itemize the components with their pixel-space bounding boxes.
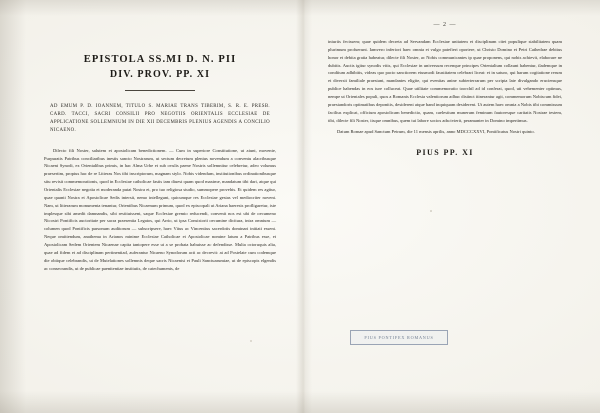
page-title-line-2: DIV. PROV. PP. XI: [109, 69, 211, 80]
body-paragraph: iniuriis fecissem; quae quidem decreta ad Servandam Ecclesiae unitatem et disciplinam citet populique stabilitatem quam plurimum profuerunt. Iamvero inferiori haec omnia et vulgo patefieri oportere, ut Christo Domino et Petri Cathedrae debitus honor et debita gratia habeatur, dilecte fili Noster, ac Nobis communicantes ip quae proponens, qui nobis achievit, elaborare ne dubitis. Auctis igitur synodis vitis, qui Ecclesiae in universum recenque principes Orientalium collaunt habentur, ilademque in condiium adhibitis, videas quo pacto sanctiorem eiusmodi faustitatem celebrari liceat: et in saturo, qui harum cogitatione rerum et diversit familiale praestant, mandantes eligite, qui evenitas anine subterterrarum per scripta late divulgando eruciensque publice habendas in eos iure colluceat. Quae utilitate commemoratio toorchil ad id conferat, quod, uti vehementer optimus, nempe ut Orientales populi, quos a Romanis Ecclesia valentiorum adhuc distinct itinerantur agit, commemorum Nobiscum fidei, praestandoris optimatibus deponitis, desiderent atque band inquiquam desiderent. Ut autem haec omnia a Nobis tibi commissum facilius explicat, officium apostolicam benedictio, quam, caelestium munerum feminum fautoresque caritatis Nostrae testem, tibi, dilecte fili Noster, iisque omnibus, quem tui labore socios adscivierit, peramanter in Domino impertimus.: [328, 39, 562, 123]
page-title-line-1: EPISTOLA SS.MI D. N. PII: [83, 54, 237, 65]
signature-name: PIUS PP. XI: [416, 148, 474, 158]
title-rule: [125, 90, 195, 91]
signature-block: [328, 148, 562, 157]
title-block: [44, 54, 276, 80]
addressee-text: AD EMUM P. D. IOANNEM, TITULO S. MARIAE TRANS TIBERIM, S. R. E. PRESB. CARD. TACCI, SACRI CONSILII PRO NEGOTIIS ORIENTALIS ECCLESIAE DE APPLICATIONE SOLLEMNIUM IN DIE XII DECEMBRIS PLENIUS AGENDIS A CONCILIO NICAENO.: [50, 104, 270, 133]
folio-number: — 2 —: [433, 22, 457, 28]
left-page: [22, 0, 296, 413]
right-page: [312, 0, 584, 413]
dateline-paragraph: Datum Romae apud Sanctum Petrum, die 11 mensis aprilis, anno MDCCCXXVI, Pontificatus Nostri quinto.: [337, 129, 535, 135]
body-paragraph: Dilecto fili Noster, salutem et apostolicam benedictionem. — Cum in superiore Constitutione, ut aiunt, movente, Purpuratis Patribus conciliaribus inestis sancto Nostrarum, ut sectum decretum plenius novendum a conventu alacribusque Nicaeni Synodi, ex Orientalibus primis, in hac Alma Urbe et sub ovulis paene Nostris sollemnitur celebretur, adeo volumus praesertim, propius hac de re Litteras Nos tibi inscriptorum, magnam stylo. Nobis videndum, institutionibus ordinationibusque situ revisit commemorationis, quod in Ecclesiae catholicae fastis iam diuest quam quod maxime, mandatum tibi dari, atque qui Orientalis Ecclesiae negotia et moderanda putat Nostra et, pro tuo religiosa studio, summopere provehis. Et quidem res agitur, quae quanti Nostra et Apostolicae Sedis intersit, nemo intellegunt, quicumque res Ecclesiae gestas vel mediocriter novent. Nam, ut litterarum monumenta tenantur, Orientibus Nicaenum primum, quod ex episcopali ut Ariana haeresis profligaretur, iste implesque sibi amedit damnandis, sibi restituissent, saque Ecclesiae gremio reducendi, convenit nos est ubi de oecumeno Nicostri Pontificis auctoritate per sacra praesentia Legatos, qui Arrio, ut ipsa Consistorii oecumine dicitura, intra omnium — columen quod Pontificis parsonum auditorum — subscripsere, haec Vitus ac Vincentius sacerdotis dominari initiati essent. Neque omittendum, anathema in Arianos minime Ecclesiae Catholicae et Apostolicae nomine latum a Patribus esse, et Apostolicam Sedem Orientem Nicaenae capita tantopere esse ut a se probata habuisse ac defendisse. Multa octoruquis alia, quae ad fidem et ad disciplinam pertinentiad, auferantur Nicaeno Synodorum acti ac decrevit: at ad Postelate cum codemque die obiique celebrandis, ut de Mutelationes sollemnis deque sacris Nicaenisi et Pauli Sanctuarumiae, ut de episcopis elgendis ac consecrandis, ut de publicae paenitentiae institutis, de catechumenis, de: [44, 147, 276, 271]
library-stamp: PIUS PONTIFEX ROMANUS: [350, 330, 448, 345]
